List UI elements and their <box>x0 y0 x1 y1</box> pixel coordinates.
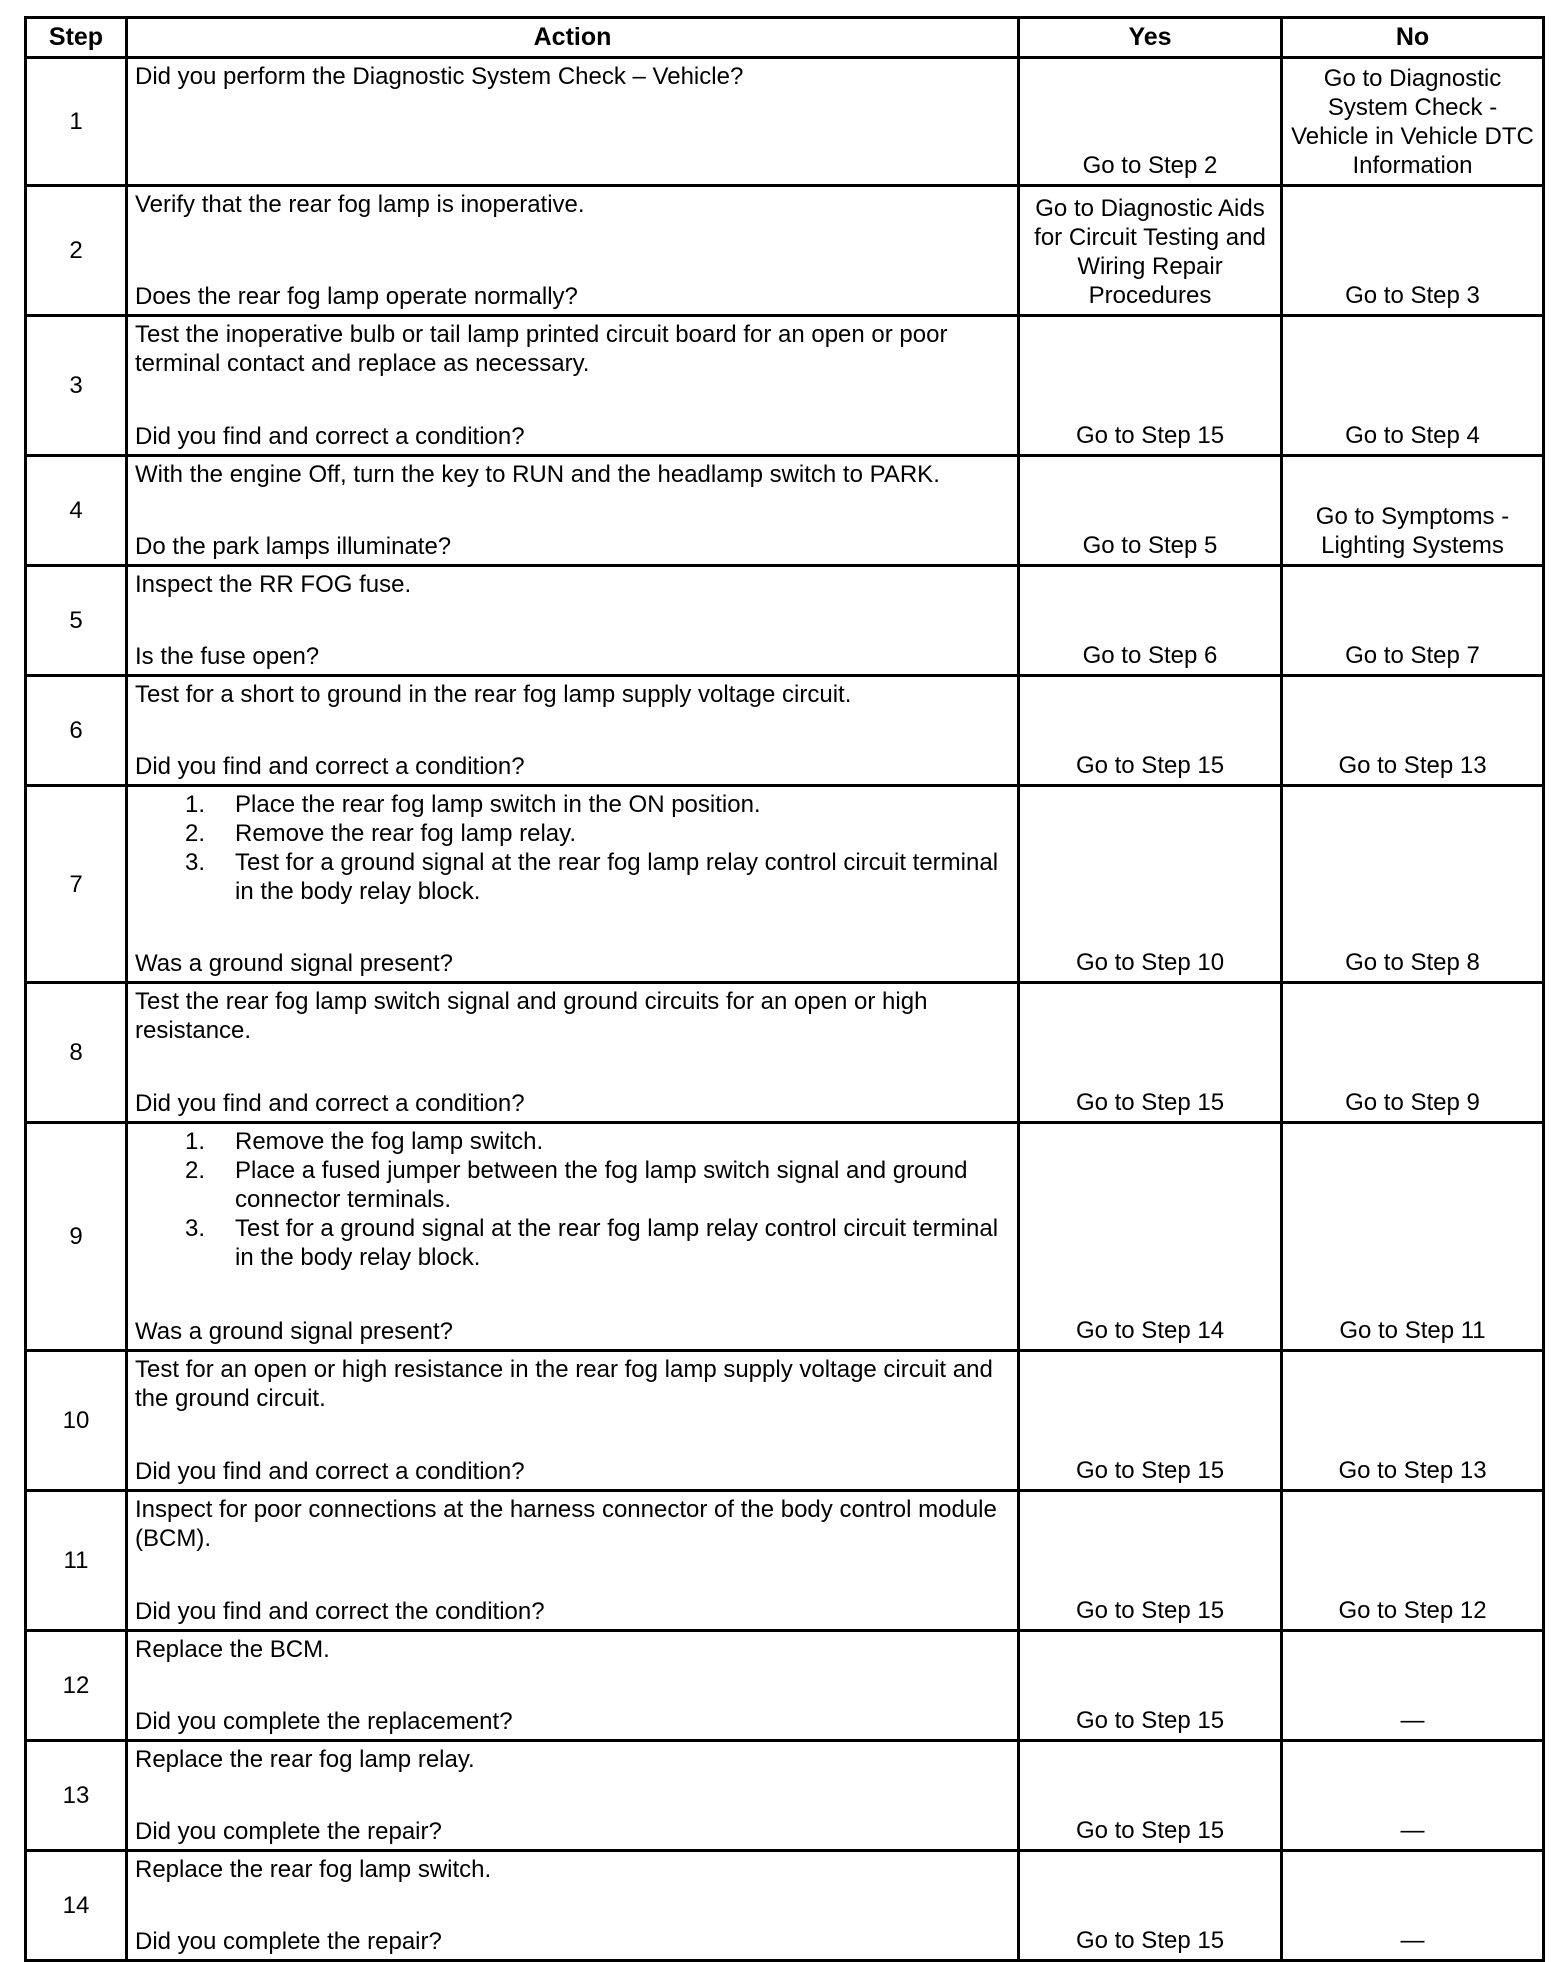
action-question: Did you complete the repair? <box>135 1928 442 1955</box>
no-result: Go to Step 12 <box>1282 1491 1544 1631</box>
table-row <box>26 316 1544 456</box>
no-result: Go to Step 8 <box>1282 786 1544 983</box>
action-cell <box>127 1123 1019 1351</box>
no-result: Go to Step 3 <box>1282 186 1544 316</box>
no-result: Go to Step 7 <box>1282 566 1544 676</box>
header-step: Step <box>26 18 127 58</box>
step-number: 12 <box>26 1631 127 1741</box>
yes-result: Go to Diagnostic Aids for Circuit Testing and Wiring Repair Procedures <box>1019 186 1282 316</box>
table-row <box>26 566 1544 676</box>
substep-item <box>135 1214 1009 1272</box>
action-question: Did you find and correct a condition? <box>135 753 525 780</box>
step-number: 6 <box>26 676 127 786</box>
yes-result: Go to Step 15 <box>1019 316 1282 456</box>
no-result: Go to Step 9 <box>1282 983 1544 1123</box>
action-instruction: Test the inoperative bulb or tail lamp printed circuit board for an open or poor terminal contact and replace as necessary. <box>135 321 948 377</box>
substep-text: Test for a ground signal at the rear fog lamp relay control circuit terminal in the body relay block. <box>235 849 999 905</box>
substep-text: Test for a ground signal at the rear fog lamp relay control circuit terminal in the body relay block. <box>235 1215 999 1271</box>
substep-number: 2. <box>185 1157 206 1184</box>
action-cell <box>127 58 1019 186</box>
table-row <box>26 1351 1544 1491</box>
no-result: — <box>1282 1631 1544 1741</box>
table-row <box>26 983 1544 1123</box>
step-number: 1 <box>26 58 127 186</box>
substep-number: 1. <box>185 791 206 818</box>
yes-result: Go to Step 10 <box>1019 786 1282 983</box>
table-row <box>26 1631 1544 1741</box>
action-instruction: Inspect for poor connections at the harness connector of the body control module (BCM). <box>135 1496 997 1552</box>
header-yes: Yes <box>1019 18 1282 58</box>
table-row <box>26 1741 1544 1851</box>
header-row <box>26 18 1544 58</box>
step-number: 10 <box>26 1351 127 1491</box>
action-cell <box>127 316 1019 456</box>
action-instruction: Test the rear fog lamp switch signal and ground circuits for an open or high resistance. <box>135 988 928 1044</box>
action-question: Was a ground signal present? <box>135 1318 453 1345</box>
substep-item <box>135 819 1009 848</box>
substep-item <box>135 790 1009 819</box>
yes-result: Go to Step 5 <box>1019 456 1282 566</box>
no-result: Go to Symptoms - Lighting Systems <box>1282 456 1544 566</box>
action-cell <box>127 786 1019 983</box>
step-number: 2 <box>26 186 127 316</box>
substep-number: 3. <box>185 1215 206 1242</box>
yes-result: Go to Step 2 <box>1019 58 1282 186</box>
substep-text: Remove the rear fog lamp relay. <box>235 820 577 847</box>
action-instruction: Replace the rear fog lamp relay. <box>135 1746 475 1773</box>
action-cell <box>127 566 1019 676</box>
action-cell <box>127 1491 1019 1631</box>
action-question: Did you perform the Diagnostic System Check – Vehicle? <box>135 63 744 90</box>
no-result: Go to Step 4 <box>1282 316 1544 456</box>
yes-result: Go to Step 15 <box>1019 983 1282 1123</box>
action-question: Did you complete the replacement? <box>135 1708 513 1735</box>
substep-list <box>135 1127 1009 1272</box>
action-question: Do the park lamps illuminate? <box>135 533 452 560</box>
table-row <box>26 456 1544 566</box>
header-no: No <box>1282 18 1544 58</box>
action-instruction: Replace the BCM. <box>135 1636 330 1663</box>
step-number: 9 <box>26 1123 127 1351</box>
substep-number: 1. <box>185 1128 206 1155</box>
step-number: 11 <box>26 1491 127 1631</box>
no-result: Go to Step 13 <box>1282 1351 1544 1491</box>
table-row <box>26 676 1544 786</box>
no-result: Go to Diagnostic System Check - Vehicle in Vehicle DTC Information <box>1282 58 1544 186</box>
action-instruction: Replace the rear fog lamp switch. <box>135 1856 492 1883</box>
action-question: Did you find and correct a condition? <box>135 1458 525 1485</box>
yes-result: Go to Step 15 <box>1019 676 1282 786</box>
step-number: 4 <box>26 456 127 566</box>
table-row <box>26 1123 1544 1351</box>
action-question: Was a ground signal present? <box>135 950 453 977</box>
action-cell <box>127 1631 1019 1741</box>
substep-item <box>135 1127 1009 1156</box>
substep-number: 3. <box>185 849 206 876</box>
yes-result: Go to Step 15 <box>1019 1491 1282 1631</box>
step-number: 14 <box>26 1851 127 1961</box>
table-row <box>26 58 1544 186</box>
substep-item <box>135 848 1009 906</box>
step-number: 3 <box>26 316 127 456</box>
action-cell <box>127 983 1019 1123</box>
no-result: — <box>1282 1851 1544 1961</box>
action-cell <box>127 1851 1019 1961</box>
action-question: Did you find and correct the condition? <box>135 1598 545 1625</box>
action-instruction: With the engine Off, turn the key to RUN and the headlamp switch to PARK. <box>135 461 940 488</box>
action-question: Did you complete the repair? <box>135 1818 442 1845</box>
action-cell <box>127 1351 1019 1491</box>
substep-text: Remove the fog lamp switch. <box>235 1128 544 1155</box>
no-result: Go to Step 13 <box>1282 676 1544 786</box>
action-question: Is the fuse open? <box>135 643 320 670</box>
action-question: Does the rear fog lamp operate normally? <box>135 283 578 310</box>
yes-result: Go to Step 15 <box>1019 1631 1282 1741</box>
substep-text: Place the rear fog lamp switch in the ON position. <box>235 791 761 818</box>
substep-number: 2. <box>185 820 206 847</box>
action-cell <box>127 676 1019 786</box>
action-instruction: Verify that the rear fog lamp is inoperative. <box>135 191 585 218</box>
substep-list <box>135 790 1009 906</box>
no-result: Go to Step 11 <box>1282 1123 1544 1351</box>
table-row <box>26 1851 1544 1961</box>
yes-result: Go to Step 15 <box>1019 1351 1282 1491</box>
table-row <box>26 1491 1544 1631</box>
yes-result: Go to Step 15 <box>1019 1741 1282 1851</box>
action-instruction: Test for an open or high resistance in the rear fog lamp supply voltage circuit and the ground circuit. <box>135 1356 993 1412</box>
action-question: Did you find and correct a condition? <box>135 1090 525 1117</box>
action-question: Did you find and correct a condition? <box>135 423 525 450</box>
header-action: Action <box>127 18 1019 58</box>
yes-result: Go to Step 15 <box>1019 1851 1282 1961</box>
step-number: 7 <box>26 786 127 983</box>
action-cell <box>127 186 1019 316</box>
substep-item <box>135 1156 1009 1214</box>
table-row <box>26 786 1544 983</box>
step-number: 8 <box>26 983 127 1123</box>
step-number: 13 <box>26 1741 127 1851</box>
action-cell <box>127 456 1019 566</box>
table-row <box>26 186 1544 316</box>
substep-text: Place a fused jumper between the fog lamp switch signal and ground connector terminals. <box>235 1157 968 1213</box>
diagnostic-table <box>24 16 1545 1962</box>
yes-result: Go to Step 14 <box>1019 1123 1282 1351</box>
yes-result: Go to Step 6 <box>1019 566 1282 676</box>
step-number: 5 <box>26 566 127 676</box>
action-instruction: Inspect the RR FOG fuse. <box>135 571 412 598</box>
action-cell <box>127 1741 1019 1851</box>
no-result: — <box>1282 1741 1544 1851</box>
action-instruction: Test for a short to ground in the rear fog lamp supply voltage circuit. <box>135 681 852 708</box>
